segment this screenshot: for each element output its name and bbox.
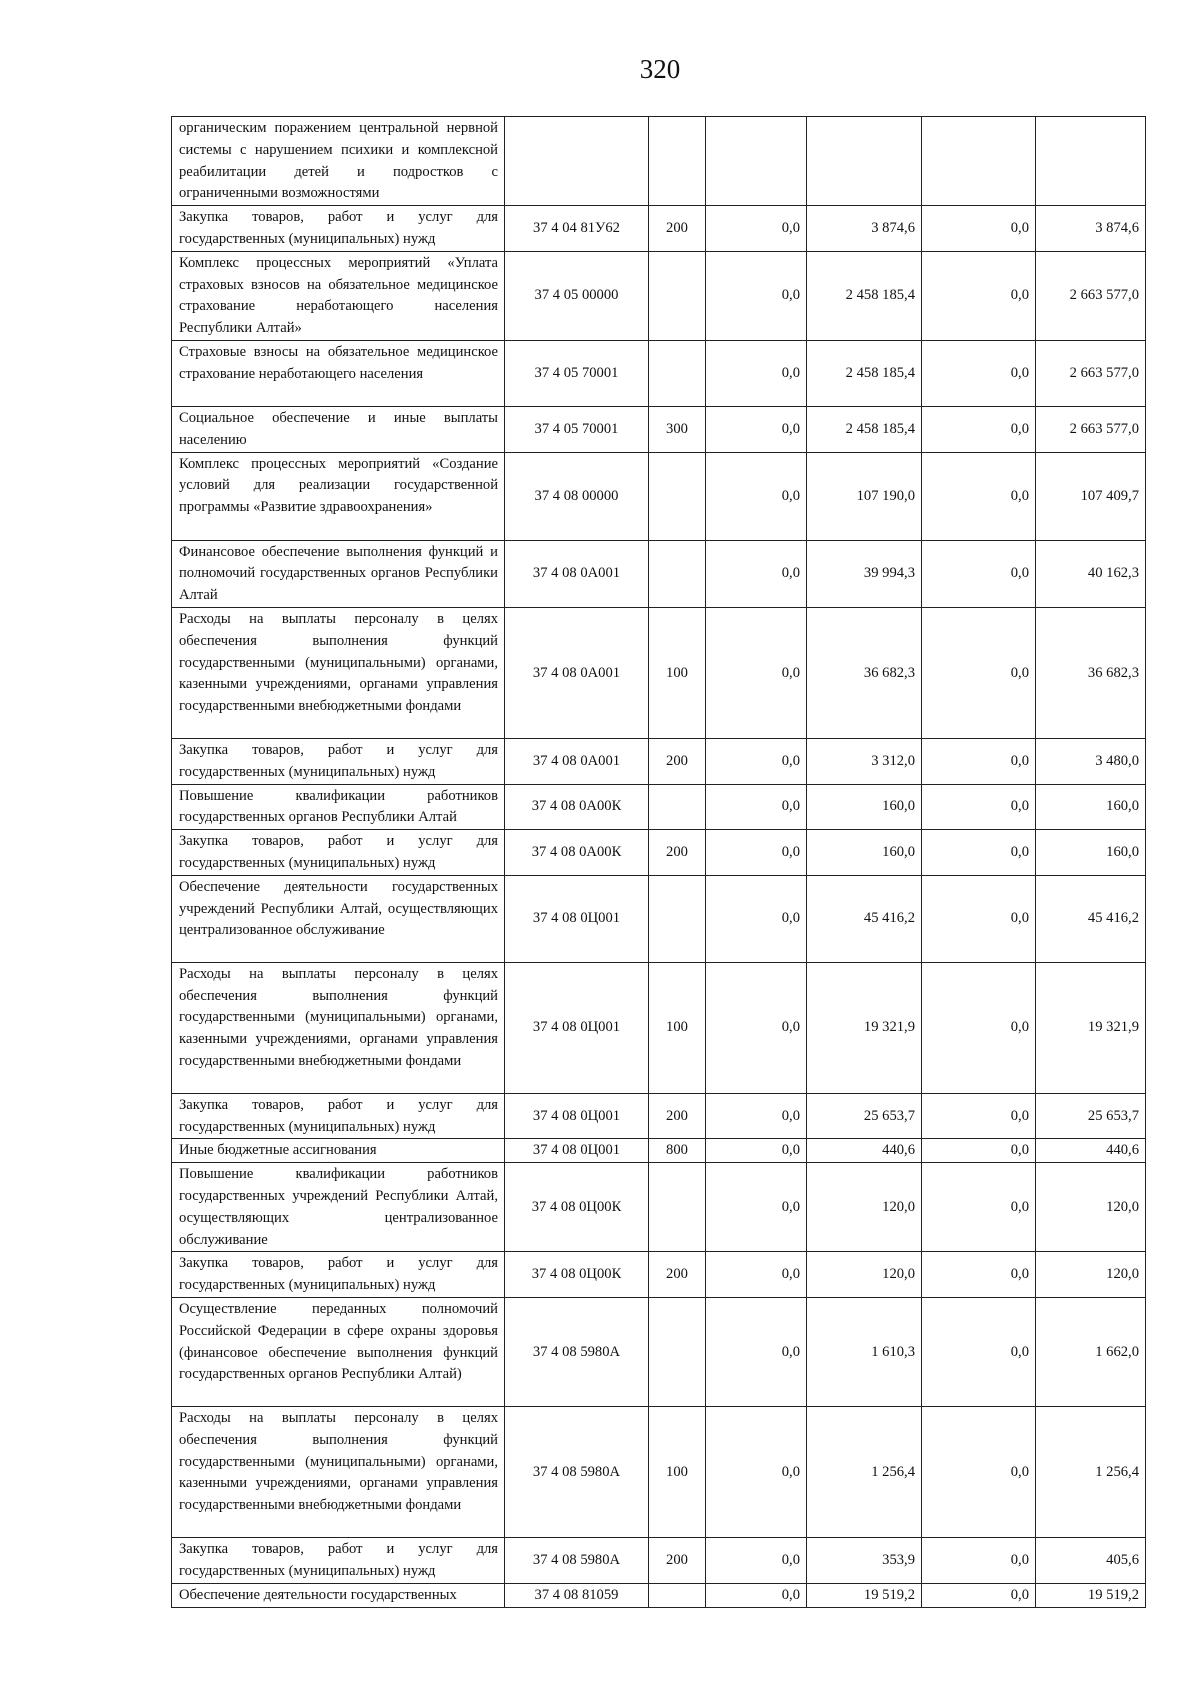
cell-value-4: 2 663 577,0 <box>1036 251 1146 340</box>
cell-target-code: 37 4 08 0А001 <box>505 607 649 738</box>
cell-name: органическим поражением центральной нервной системы с нарушением психики и комплексной реабилитации детей и подростков с ограниченными возможностями <box>172 117 505 206</box>
cell-target-code: 37 4 08 0А00К <box>505 784 649 830</box>
cell-expense-type <box>649 251 706 340</box>
cell-value-4: 25 653,7 <box>1036 1093 1146 1139</box>
cell-value-3: 0,0 <box>922 830 1036 876</box>
cell-value-1: 0,0 <box>706 875 807 962</box>
table-row <box>172 1297 1146 1406</box>
cell-expense-type <box>649 784 706 830</box>
table-row <box>172 830 1146 876</box>
cell-expense-type: 200 <box>649 206 706 252</box>
cell-value-3: 0,0 <box>922 1583 1036 1607</box>
cell-value-4: 36 682,3 <box>1036 607 1146 738</box>
cell-value-4: 107 409,7 <box>1036 452 1146 540</box>
cell-value-3: 0,0 <box>922 340 1036 406</box>
cell-value-4: 160,0 <box>1036 784 1146 830</box>
cell-value-4: 2 663 577,0 <box>1036 406 1146 452</box>
cell-value-2: 160,0 <box>807 830 922 876</box>
cell-value-2: 2 458 185,4 <box>807 251 922 340</box>
cell-target-code: 37 4 08 0Ц00К <box>505 1252 649 1298</box>
cell-value-3: 0,0 <box>922 1252 1036 1298</box>
cell-value-4 <box>1036 117 1146 206</box>
cell-expense-type: 200 <box>649 1093 706 1139</box>
table-row <box>172 962 1146 1093</box>
cell-value-1: 0,0 <box>706 607 807 738</box>
cell-name: Расходы на выплаты персоналу в целях обеспечения выполнения функций государственными (муниципальными) органами, казенными учреждениями, органами управления государственными внебюджетными фондами <box>172 962 505 1093</box>
cell-value-1: 0,0 <box>706 452 807 540</box>
cell-value-2: 45 416,2 <box>807 875 922 962</box>
cell-value-3: 0,0 <box>922 1537 1036 1583</box>
cell-expense-type: 200 <box>649 1537 706 1583</box>
cell-value-4: 1 662,0 <box>1036 1297 1146 1406</box>
table-row <box>172 1252 1146 1298</box>
table-row <box>172 251 1146 340</box>
cell-name: Закупка товаров, работ и услуг для государственных (муниципальных) нужд <box>172 1093 505 1139</box>
cell-target-code: 37 4 04 81У62 <box>505 206 649 252</box>
cell-name: Закупка товаров, работ и услуг для государственных (муниципальных) нужд <box>172 1537 505 1583</box>
cell-value-2: 25 653,7 <box>807 1093 922 1139</box>
table-row <box>172 117 1146 206</box>
cell-expense-type <box>649 875 706 962</box>
cell-name: Закупка товаров, работ и услуг для государственных (муниципальных) нужд <box>172 738 505 784</box>
cell-value-2: 3 312,0 <box>807 738 922 784</box>
cell-value-1: 0,0 <box>706 340 807 406</box>
cell-value-3: 0,0 <box>922 406 1036 452</box>
cell-value-4: 3 874,6 <box>1036 206 1146 252</box>
cell-target-code: 37 4 08 5980А <box>505 1297 649 1406</box>
cell-value-3: 0,0 <box>922 962 1036 1093</box>
cell-value-2: 19 519,2 <box>807 1583 922 1607</box>
cell-value-1: 0,0 <box>706 1252 807 1298</box>
cell-target-code <box>505 117 649 206</box>
cell-target-code: 37 4 08 5980А <box>505 1537 649 1583</box>
cell-value-2: 160,0 <box>807 784 922 830</box>
table-row <box>172 784 1146 830</box>
cell-target-code: 37 4 08 0А001 <box>505 738 649 784</box>
cell-value-2: 440,6 <box>807 1139 922 1163</box>
cell-value-3: 0,0 <box>922 540 1036 607</box>
budget-table <box>171 116 1146 1608</box>
cell-name: Страховые взносы на обязательное медицинское страхование неработающего населения <box>172 340 505 406</box>
cell-value-1: 0,0 <box>706 540 807 607</box>
cell-value-4: 45 416,2 <box>1036 875 1146 962</box>
cell-expense-type: 100 <box>649 607 706 738</box>
cell-value-1: 0,0 <box>706 206 807 252</box>
table-row <box>172 406 1146 452</box>
cell-expense-type: 300 <box>649 406 706 452</box>
cell-value-3: 0,0 <box>922 251 1036 340</box>
cell-target-code: 37 4 08 0Ц001 <box>505 1139 649 1163</box>
cell-value-1: 0,0 <box>706 1139 807 1163</box>
cell-value-2: 1 610,3 <box>807 1297 922 1406</box>
cell-name: Расходы на выплаты персоналу в целях обеспечения выполнения функций государственными (муниципальными) органами, казенными учреждениями, органами управления государственными внебюджетными фондами <box>172 607 505 738</box>
cell-value-1: 0,0 <box>706 1406 807 1537</box>
cell-value-2: 19 321,9 <box>807 962 922 1093</box>
cell-value-4: 440,6 <box>1036 1139 1146 1163</box>
cell-target-code: 37 4 08 0Ц001 <box>505 875 649 962</box>
cell-target-code: 37 4 08 00000 <box>505 452 649 540</box>
cell-value-4: 120,0 <box>1036 1252 1146 1298</box>
table-row <box>172 452 1146 540</box>
cell-name: Социальное обеспечение и иные выплаты населению <box>172 406 505 452</box>
cell-target-code: 37 4 08 0А001 <box>505 540 649 607</box>
table-row <box>172 738 1146 784</box>
cell-value-3: 0,0 <box>922 875 1036 962</box>
cell-target-code: 37 4 08 0Ц001 <box>505 962 649 1093</box>
cell-value-1: 0,0 <box>706 1093 807 1139</box>
cell-value-4: 405,6 <box>1036 1537 1146 1583</box>
cell-expense-type: 200 <box>649 830 706 876</box>
cell-value-3: 0,0 <box>922 607 1036 738</box>
cell-expense-type <box>649 340 706 406</box>
cell-value-2: 39 994,3 <box>807 540 922 607</box>
cell-name: Осуществление переданных полномочий Российской Федерации в сфере охраны здоровья (финансовое обеспечение выполнения функций государственных органов Республики Алтай) <box>172 1297 505 1406</box>
cell-value-1: 0,0 <box>706 1583 807 1607</box>
cell-name: Повышение квалификации работников государственных учреждений Республики Алтай, осуществляющих централизованное обслуживание <box>172 1163 505 1252</box>
cell-value-1: 0,0 <box>706 406 807 452</box>
cell-expense-type: 100 <box>649 962 706 1093</box>
cell-value-3: 0,0 <box>922 1163 1036 1252</box>
cell-expense-type: 200 <box>649 738 706 784</box>
cell-name: Финансовое обеспечение выполнения функций и полномочий государственных органов Республики Алтай <box>172 540 505 607</box>
cell-value-2: 120,0 <box>807 1252 922 1298</box>
table-row <box>172 206 1146 252</box>
cell-name: Иные бюджетные ассигнования <box>172 1139 505 1163</box>
cell-value-2: 353,9 <box>807 1537 922 1583</box>
cell-expense-type <box>649 540 706 607</box>
cell-value-2: 1 256,4 <box>807 1406 922 1537</box>
cell-value-4: 40 162,3 <box>1036 540 1146 607</box>
cell-expense-type: 100 <box>649 1406 706 1537</box>
table-row <box>172 1139 1146 1163</box>
cell-value-1: 0,0 <box>706 830 807 876</box>
cell-target-code: 37 4 05 70001 <box>505 406 649 452</box>
table-row <box>172 1163 1146 1252</box>
cell-value-1: 0,0 <box>706 251 807 340</box>
cell-value-1: 0,0 <box>706 1297 807 1406</box>
cell-expense-type <box>649 1297 706 1406</box>
cell-target-code: 37 4 08 81059 <box>505 1583 649 1607</box>
cell-value-4: 19 321,9 <box>1036 962 1146 1093</box>
cell-name: Обеспечение деятельности государственных учреждений Республики Алтай, осуществляющих централизованное обслуживание <box>172 875 505 962</box>
table-row <box>172 540 1146 607</box>
cell-value-3 <box>922 117 1036 206</box>
cell-value-3: 0,0 <box>922 784 1036 830</box>
table-row <box>172 1406 1146 1537</box>
cell-expense-type <box>649 117 706 206</box>
cell-name: Закупка товаров, работ и услуг для государственных (муниципальных) нужд <box>172 1252 505 1298</box>
cell-value-2: 107 190,0 <box>807 452 922 540</box>
cell-value-1: 0,0 <box>706 738 807 784</box>
cell-value-3: 0,0 <box>922 1406 1036 1537</box>
page-number: 320 <box>639 54 681 84</box>
cell-value-4: 120,0 <box>1036 1163 1146 1252</box>
table-row <box>172 875 1146 962</box>
cell-expense-type <box>649 452 706 540</box>
table-row <box>172 607 1146 738</box>
cell-target-code: 37 4 05 70001 <box>505 340 649 406</box>
cell-value-4: 3 480,0 <box>1036 738 1146 784</box>
cell-value-1: 0,0 <box>706 1163 807 1252</box>
cell-expense-type: 800 <box>649 1139 706 1163</box>
cell-value-3: 0,0 <box>922 738 1036 784</box>
cell-value-3: 0,0 <box>922 1297 1036 1406</box>
cell-value-2 <box>807 117 922 206</box>
cell-name: Закупка товаров, работ и услуг для государственных (муниципальных) нужд <box>172 206 505 252</box>
cell-value-2: 36 682,3 <box>807 607 922 738</box>
cell-name: Комплекс процессных мероприятий «Уплата страховых взносов на обязательное медицинское страхование неработающего населения Республики Алтай» <box>172 251 505 340</box>
cell-value-1: 0,0 <box>706 1537 807 1583</box>
cell-name: Расходы на выплаты персоналу в целях обеспечения выполнения функций государственными (муниципальными) органами, казенными учреждениями, органами управления государственными внебюджетными фондами <box>172 1406 505 1537</box>
table-body <box>172 117 1146 1608</box>
cell-value-2: 2 458 185,4 <box>807 340 922 406</box>
cell-value-1 <box>706 117 807 206</box>
cell-value-2: 2 458 185,4 <box>807 406 922 452</box>
cell-value-1: 0,0 <box>706 962 807 1093</box>
table-row <box>172 1537 1146 1583</box>
cell-expense-type <box>649 1583 706 1607</box>
cell-target-code: 37 4 08 0А00К <box>505 830 649 876</box>
cell-name: Обеспечение деятельности государственных <box>172 1583 505 1607</box>
cell-name: Комплекс процессных мероприятий «Создание условий для реализации государственной программы «Развитие здравоохранения» <box>172 452 505 540</box>
cell-expense-type <box>649 1163 706 1252</box>
cell-value-3: 0,0 <box>922 1093 1036 1139</box>
cell-value-2: 3 874,6 <box>807 206 922 252</box>
table-row <box>172 1093 1146 1139</box>
cell-value-3: 0,0 <box>922 1139 1036 1163</box>
cell-value-3: 0,0 <box>922 206 1036 252</box>
table-row <box>172 1583 1146 1607</box>
table-row <box>172 340 1146 406</box>
cell-expense-type: 200 <box>649 1252 706 1298</box>
cell-value-1: 0,0 <box>706 784 807 830</box>
cell-target-code: 37 4 08 0Ц001 <box>505 1093 649 1139</box>
cell-value-4: 1 256,4 <box>1036 1406 1146 1537</box>
cell-name: Повышение квалификации работников государственных органов Республики Алтай <box>172 784 505 830</box>
cell-value-4: 2 663 577,0 <box>1036 340 1146 406</box>
cell-target-code: 37 4 08 0Ц00К <box>505 1163 649 1252</box>
cell-value-4: 19 519,2 <box>1036 1583 1146 1607</box>
cell-value-4: 160,0 <box>1036 830 1146 876</box>
cell-value-3: 0,0 <box>922 452 1036 540</box>
cell-name: Закупка товаров, работ и услуг для государственных (муниципальных) нужд <box>172 830 505 876</box>
cell-target-code: 37 4 05 00000 <box>505 251 649 340</box>
cell-value-2: 120,0 <box>807 1163 922 1252</box>
cell-target-code: 37 4 08 5980А <box>505 1406 649 1537</box>
